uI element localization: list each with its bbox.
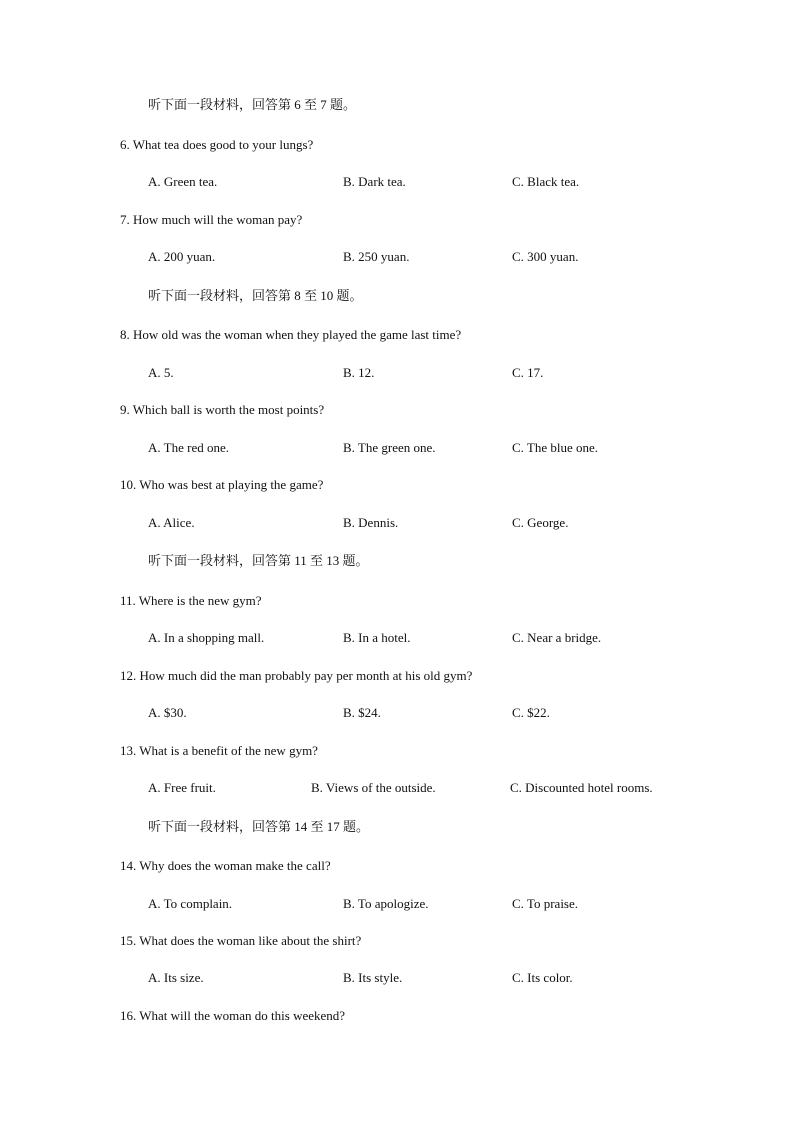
option-b: B. Views of the outside. [311, 780, 436, 795]
option-b: B. Dennis. [343, 515, 399, 530]
option-c: C. To praise. [512, 896, 579, 911]
option-c: C. Black tea. [512, 174, 580, 189]
option-a: A. Green tea. [148, 174, 218, 189]
question-text: 6. What tea does good to your lungs? [120, 137, 314, 152]
section-header: 听下面一段材料，回答第 14 至 17 题。 [148, 819, 370, 834]
option-a: A. To complain. [148, 896, 233, 911]
option-a: A. The red one. [148, 440, 229, 455]
option-b: B. 12. [343, 365, 375, 380]
option-b: B. Dark tea. [343, 174, 406, 189]
option-b: B. $24. [343, 705, 381, 720]
section-header: 听下面一段材料，回答第 11 至 13 题。 [148, 553, 369, 568]
section-header: 听下面一段材料，回答第 6 至 7 题。 [148, 97, 357, 112]
option-b: B. In a hotel. [343, 630, 411, 645]
question-text: 9. Which ball is worth the most points? [120, 402, 325, 417]
question-text: 8. How old was the woman when they played the game last time? [120, 327, 462, 342]
option-a: A. Free fruit. [148, 780, 216, 795]
question-text: 15. What does the woman like about the shirt? [120, 933, 362, 948]
option-c: C. Discounted hotel rooms. [510, 780, 653, 795]
option-b: B. To apologize. [343, 896, 429, 911]
option-a: A. Alice. [148, 515, 195, 530]
question-text: 10. Who was best at playing the game? [120, 477, 324, 492]
option-a: A. 200 yuan. [148, 249, 216, 264]
option-c: C. The blue one. [512, 440, 599, 455]
question-text: 13. What is a benefit of the new gym? [120, 743, 318, 758]
section-header: 听下面一段材料，回答第 8 至 10 题。 [148, 288, 363, 303]
option-c: C. 300 yuan. [512, 249, 579, 264]
question-text: 12. How much did the man probably pay per month at his old gym? [120, 668, 473, 683]
option-b: B. The green one. [343, 440, 436, 455]
option-a: A. In a shopping mall. [148, 630, 265, 645]
question-text: 16. What will the woman do this weekend? [120, 1008, 346, 1023]
option-c: C. 17. [512, 365, 544, 380]
option-a: A. 5. [148, 365, 174, 380]
option-b: B. 250 yuan. [343, 249, 410, 264]
question-text: 7. How much will the woman pay? [120, 212, 303, 227]
option-c: C. George. [512, 515, 569, 530]
option-a: A. Its size. [148, 970, 204, 985]
option-c: C. $22. [512, 705, 550, 720]
option-c: C. Its color. [512, 970, 573, 985]
option-b: B. Its style. [343, 970, 403, 985]
question-text: 11. Where is the new gym? [120, 593, 262, 608]
question-text: 14. Why does the woman make the call? [120, 858, 331, 873]
option-a: A. $30. [148, 705, 187, 720]
option-c: C. Near a bridge. [512, 630, 602, 645]
